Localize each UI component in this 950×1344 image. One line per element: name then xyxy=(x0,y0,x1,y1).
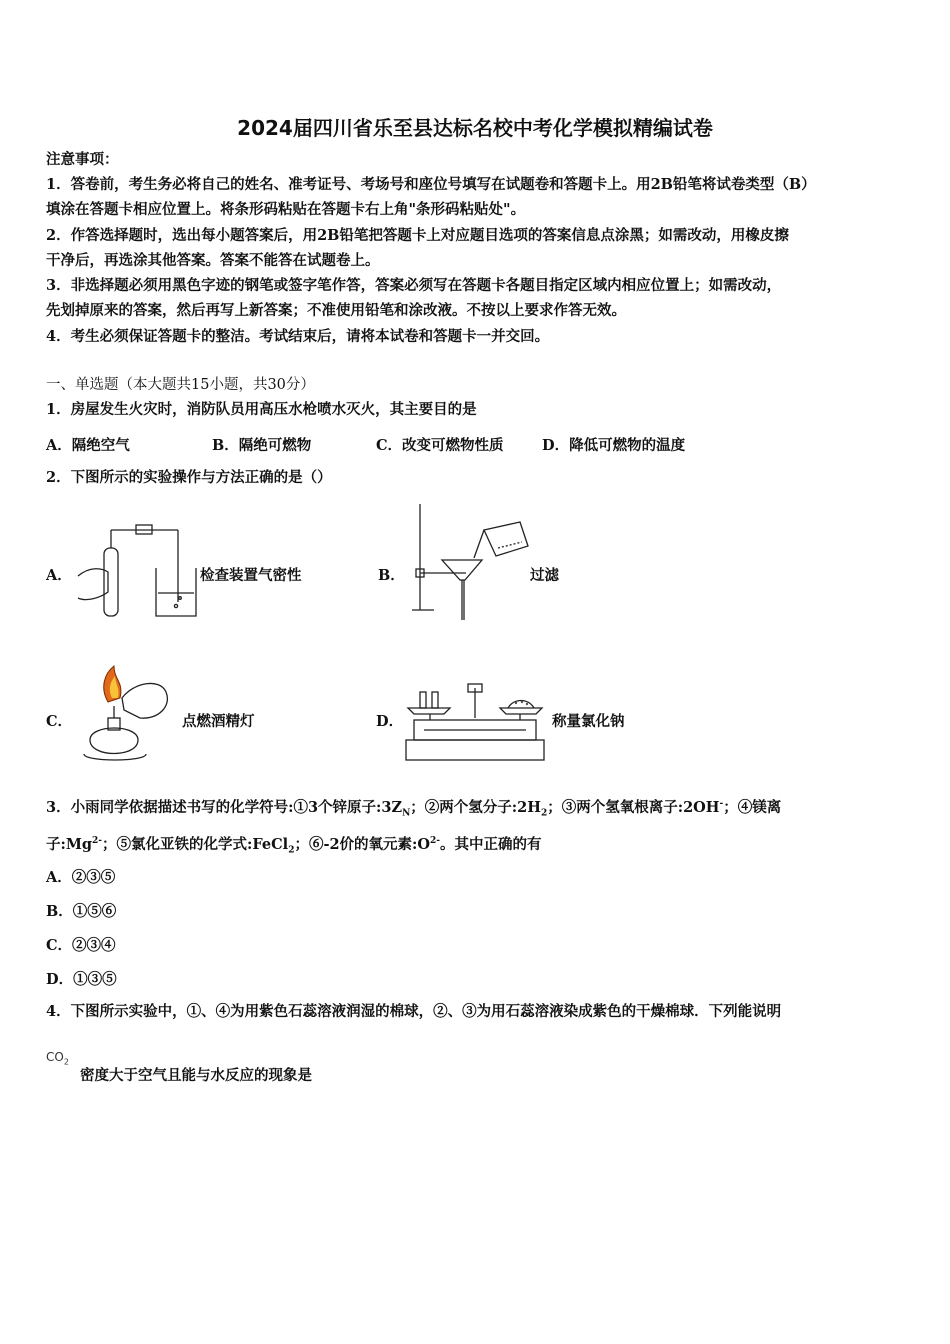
q2-option-c-label: 点燃酒精灯 xyxy=(182,713,255,730)
section-heading: 一、单选题（本大题共15小题，共30分） xyxy=(46,377,315,393)
co2-text: CO xyxy=(46,1050,64,1064)
question-4-stem: 4．下图所示实验中，①、④为用紫色石蕊溶液润湿的棉球，②、③为用石蕊溶液染成紫色的干燥棉球．下列能说明 xyxy=(46,1003,782,1020)
q2-option-c-letter: C． xyxy=(46,713,73,730)
q3-text: 。其中正确的有 xyxy=(440,835,542,853)
question-3-stem-line-1 xyxy=(46,794,906,824)
q1-option-a: A．隔绝空气 xyxy=(46,437,130,454)
page-title: 2024届四川省乐至县达标名校中考化学模拟精编试卷 xyxy=(237,116,713,140)
q3-option-d: D．①③⑤ xyxy=(46,971,117,988)
q3-superscript: 2- xyxy=(430,836,441,846)
q3-option-c: C．②③④ xyxy=(46,937,116,954)
filtration-figure xyxy=(400,500,530,626)
q3-text: ；④镁离 xyxy=(723,798,782,816)
notice-line: 填涂在答题卡相应位置上。将条形码粘贴在答题卡右上角"条形码粘贴处"。 xyxy=(46,201,526,218)
alcohol-lamp-figure xyxy=(74,662,178,770)
q3-subscript: N xyxy=(402,808,411,819)
q3-option-b: B．①⑤⑥ xyxy=(46,903,117,920)
q2-option-b-letter: B． xyxy=(378,567,405,584)
q3-text: ；⑥-2价的氧元素:O xyxy=(294,835,431,853)
notice-line: 2．作答选择题时，选出每小题答案后，用2B铅笔把答题卡上对应题目选项的答案信息点涂黑；如需改动，用橡皮擦 xyxy=(46,227,789,244)
notice-line: 先划掉原来的答案，然后再写上新答案；不准使用铅笔和涂改液。不按以上要求作答无效。 xyxy=(46,302,626,319)
q2-option-d-label: 称量氯化钠 xyxy=(552,713,625,730)
question-3-stem-line-2 xyxy=(46,831,906,861)
notice-line: 3．非选择题必须用黑色字迹的钢笔或签字笔作答，答案必须写在答题卡各题目指定区域内相应位置上；如需改动， xyxy=(46,277,782,294)
q3-text: 子:Mg xyxy=(46,835,93,853)
notice-heading: 注意事项： xyxy=(46,151,119,168)
q3-superscript: - xyxy=(719,799,724,809)
q2-option-a-label: 检查装置气密性 xyxy=(200,567,302,584)
balance-figure xyxy=(404,678,546,770)
q2-option-a-letter: A． xyxy=(46,567,72,584)
q2-option-b-label: 过滤 xyxy=(530,567,559,584)
notice-line: 4．考生必须保证答题卡的整洁。考试结束后，请将本试卷和答题卡一并交回。 xyxy=(46,328,550,345)
q3-text: ；③两个氢氧根离子:2OH xyxy=(547,798,720,816)
co2-formula xyxy=(46,1050,69,1066)
notice-line: 1．答卷前，考生务必将自己的姓名、准考证号、考场号和座位号填写在试题卷和答题卡上。用2B铅笔将试卷类型（B） xyxy=(46,176,816,193)
question-4-stem-continued: 密度大于空气且能与水反应的现象是 xyxy=(80,1067,312,1084)
q3-text: 3．小雨同学依据描述书写的化学符号:①3个锌原子:3Z xyxy=(46,798,403,816)
q3-superscript: 2- xyxy=(92,836,103,846)
q1-option-c: C．改变可燃物性质 xyxy=(376,437,504,454)
notice-line: 干净后，再选涂其他答案。答案不能答在试题卷上。 xyxy=(46,252,380,269)
q3-text: ；⑤氯化亚铁的化学式:FeCl xyxy=(102,835,289,853)
q3-subscript: 2 xyxy=(540,808,548,819)
gas-tightness-figure xyxy=(72,518,202,624)
q1-option-b: B．隔绝可燃物 xyxy=(212,437,312,454)
question-2-stem: 2．下图所示的实验操作与方法正确的是（） xyxy=(46,469,332,486)
q3-option-a: A．②③⑤ xyxy=(46,869,116,886)
q3-subscript: 2 xyxy=(288,845,295,856)
q2-option-d-letter: D． xyxy=(376,713,404,730)
q1-option-d: D．降低可燃物的温度 xyxy=(542,437,686,454)
co2-subscript: 2 xyxy=(63,1057,69,1067)
question-1-stem: 1．房屋发生火灾时，消防队员用高压水枪喷水灭火，其主要目的是 xyxy=(46,401,477,418)
q3-text: ；②两个氢分子:2H xyxy=(410,798,541,816)
